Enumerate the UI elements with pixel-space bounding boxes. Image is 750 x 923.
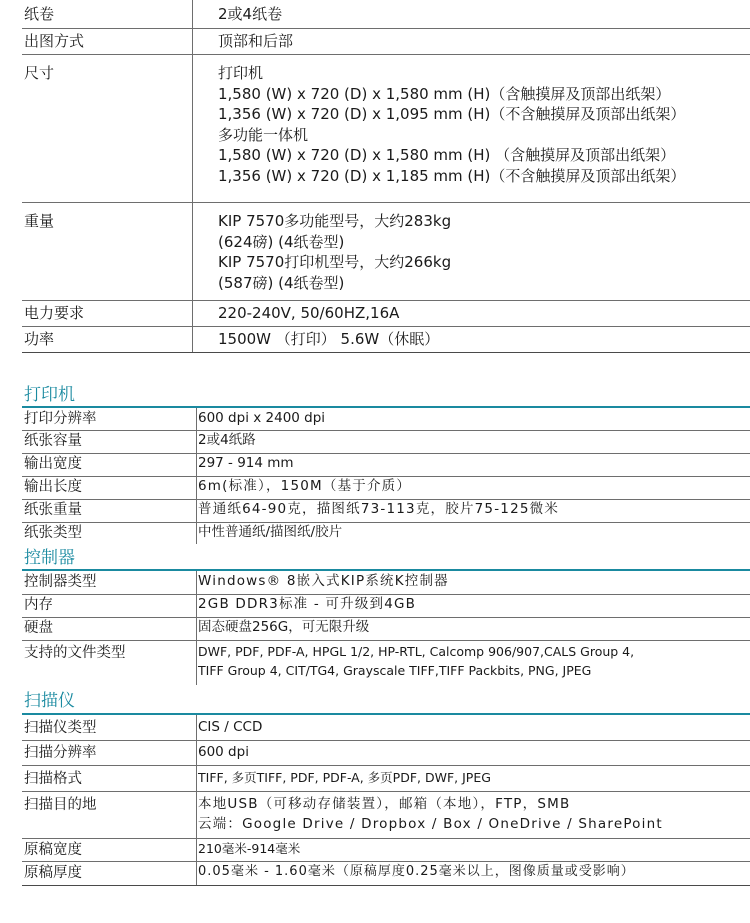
spec-row-weight <box>22 202 750 301</box>
value-line: (624磅) (4纸卷型) <box>218 232 345 251</box>
row-label: 输出长度 <box>24 479 82 495</box>
row-label: 扫描分辨率 <box>24 745 97 761</box>
row-label: 扫描格式 <box>24 771 82 787</box>
row-value: 220-240V, 50/60HZ,16A <box>218 304 400 322</box>
row-label: 电力要求 <box>24 304 85 322</box>
row-label: 尺寸 <box>24 64 55 82</box>
row-label: 扫描目的地 <box>24 797 97 813</box>
row-label: 原稿宽度 <box>24 842 82 858</box>
row-value: CIS / CCD <box>198 719 263 735</box>
section-title-scanner: 扫描仪 <box>24 691 75 711</box>
row-label: 扫描仪类型 <box>24 720 97 736</box>
row-value: 1500W （打印） 5.6W（休眠） <box>218 330 440 348</box>
value-line: 云端：Google Drive / Dropbox / Box / OneDrive / SharePoint <box>198 815 663 832</box>
row-value: 普通纸64-90克，描图纸73-113克，胶片75-125微米 <box>198 501 560 517</box>
spec-row-controller-type <box>22 571 750 595</box>
row-label: 出图方式 <box>24 32 85 50</box>
spec-row-dimensions <box>22 54 750 203</box>
section-title-printer: 打印机 <box>24 385 75 405</box>
value-line: KIP 7570多功能型号，大约283kg <box>218 212 452 230</box>
row-label: 重量 <box>24 212 55 230</box>
value-line: 1,356 (W) x 720 (D) x 1,095 mm (H)（不含触摸屏及顶部出纸架） <box>218 105 686 123</box>
row-value <box>198 795 663 834</box>
spec-row-paper-capacity <box>22 430 750 454</box>
row-label: 纸卷 <box>24 5 55 23</box>
row-value: 0.05毫米 - 1.60毫米（原稿厚度0.25毫米以上，图像质量或受影响） <box>198 864 635 879</box>
spec-row-memory <box>22 594 750 618</box>
row-label: 纸张类型 <box>24 525 82 541</box>
row-value: 210毫米-914毫米 <box>198 841 301 856</box>
row-label: 原稿厚度 <box>24 865 82 881</box>
value-line: 1,580 (W) x 720 (D) x 1,580 mm (H) （含触摸屏及顶部出纸架） <box>218 146 676 164</box>
spec-row-paper-rolls <box>22 0 750 29</box>
spec-row-power-requirements <box>22 300 750 327</box>
value-line: DWF, PDF, PDF-A, HPGL 1/2, HP-RTL, Calcomp 906/907,CALS Group 4, <box>198 644 635 659</box>
row-value: 2或4纸路 <box>198 432 256 448</box>
spec-row-scanner-type <box>22 715 750 741</box>
row-value: TIFF, 多页TIFF, PDF, PDF-A, 多页PDF, DWF, JPEG <box>198 770 491 785</box>
value-line: 本地USB（可移动存储装置），邮箱（本地），FTP，SMB <box>198 796 571 812</box>
spec-row-power-consumption <box>22 326 750 353</box>
spec-row-scan-destinations <box>22 791 750 839</box>
row-value: 297 - 914 mm <box>198 455 294 471</box>
value-line: 1,356 (W) x 720 (D) x 1,185 mm (H)（不含触摸屏及顶部出纸架） <box>218 166 686 185</box>
value-line: 1,580 (W) x 720 (D) x 1,580 mm (H)（含触摸屏及顶部出纸架） <box>218 84 671 103</box>
spec-row-output-method <box>22 28 750 55</box>
spec-row-scan-resolution <box>22 740 750 766</box>
spec-row-print-resolution <box>22 408 750 431</box>
row-label: 支持的文件类型 <box>24 645 126 661</box>
spec-row-paper-type <box>22 522 750 544</box>
row-label: 纸张重量 <box>24 502 82 518</box>
value-line: KIP 7570打印机型号，大约266kg <box>218 253 452 271</box>
value-line: (587磅) (4纸卷型) <box>218 273 345 292</box>
value-line: TIFF Group 4, CIT/TG4, Grayscale TIFF,TIFF Packbits, PNG, JPEG <box>198 662 592 678</box>
value-line: 多功能一体机 <box>218 125 309 144</box>
row-value: 600 dpi <box>198 744 249 760</box>
spec-row-original-thickness <box>22 861 750 886</box>
row-label: 功率 <box>24 330 55 348</box>
row-value: 2或4纸卷 <box>218 5 283 23</box>
spec-row-original-width <box>22 838 750 862</box>
row-value: 600 dpi x 2400 dpi <box>198 410 326 426</box>
row-value <box>218 211 451 293</box>
row-label: 纸张容量 <box>24 433 82 449</box>
row-value: Windows® 8嵌入式KIP系统K控制器 <box>198 573 449 589</box>
row-label: 打印分辨率 <box>24 411 97 427</box>
row-value <box>198 643 634 680</box>
section-title-controller: 控制器 <box>24 548 75 568</box>
row-label: 硬盘 <box>24 620 53 636</box>
spec-row-file-types <box>22 640 750 685</box>
row-value: 中性普通纸/描图纸/胶片 <box>198 524 343 540</box>
spec-row-paper-weight <box>22 499 750 523</box>
row-label: 内存 <box>24 597 53 613</box>
row-value: 顶部和后部 <box>218 32 294 50</box>
row-value <box>218 63 685 186</box>
row-label: 控制器类型 <box>24 574 97 590</box>
row-value: 固态硬盘256G，可无限升级 <box>198 619 370 635</box>
row-label: 输出宽度 <box>24 456 82 472</box>
spec-row-output-width <box>22 453 750 477</box>
value-line: 打印机 <box>218 64 264 82</box>
spec-row-hard-disk <box>22 617 750 641</box>
row-value: 2GB DDR3标准 - 可升级到4GB <box>198 596 417 612</box>
spec-row-output-length <box>22 476 750 500</box>
row-value: 6m(标准），150M（基于介质） <box>198 478 412 494</box>
spec-row-scan-formats <box>22 765 750 792</box>
